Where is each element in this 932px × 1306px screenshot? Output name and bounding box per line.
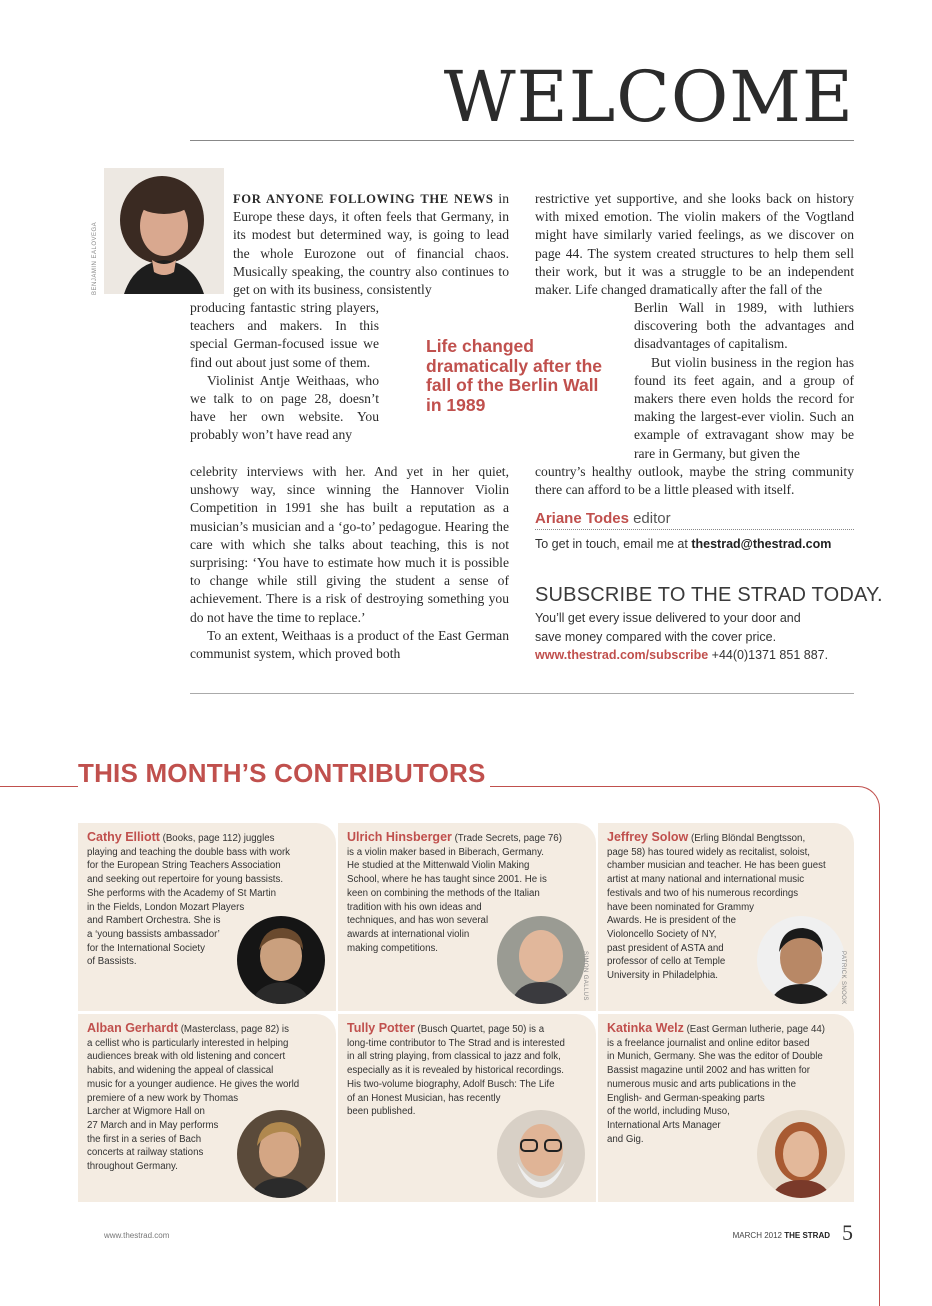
contact-line: To get in touch, email me at thestrad@thestrad.com [535,537,832,551]
lead-in: FOR ANYONE FOLLOWING THE NEWS [233,192,494,206]
contributor-card: Jeffrey Solow (Erling Blöndal Bengtsson, page 58) has toured widely as recitalist, soloist, chamber musician and teacher. He has been guest artist at many national and international music festivals and two of his numerous recordings have been nominated for Grammy Awards. He is president of the Violoncello Society of NY, past president of ASTA and professor of cello at Temple University in Philadelphia. PATRICK SNOOK [598,823,854,1011]
editorial-paragraph: producing fantastic string players, teachers and makers. In this special German-focused issue we find out about just some of them. [190,300,379,370]
page-number: 5 [842,1220,853,1245]
editorial-paragraph: FOR ANYONE FOLLOWING THE NEWS in Europe these days, it often feels that Germany, in its modest but determined way, is going to lead the whole Eurozone out of financial chaos. Musically speaking, the country also continues to get on with its business, consistently [233,191,509,298]
contact-email-link[interactable]: thestrad@thestrad.com [691,537,832,551]
editorial-paragraph: country’s healthy outlook, maybe the string community there can afford to be a little pleased with itself. [535,464,854,498]
subscribe-heading: SUBSCRIBE TO THE STRAD TODAY. [535,584,883,606]
photo-credit: PATRICK SNOOK [840,951,846,1005]
contributor-portrait [757,916,845,1004]
editorial-paragraph: Berlin Wall in 1989, with luthiers discovering both the advantages and disadvantages of capitalism. [634,300,854,352]
footer-issue: MARCH 2012 THE STRAD [732,1231,830,1240]
photo-credit: BENJAMIN EALOVEGA [92,221,98,295]
pull-quote: Life changed dramatically after the fall of the Berlin Wall in 1989 [426,336,603,415]
contributor-card: Cathy Elliott (Books, page 112) juggles playing and teaching the double bass with work for the European String Teachers Association and seeking out repertoire for young bassists. She performs with the Academy of St Martin in the Fields, London Mozart Players and Rambert Orchestra. She is a ‘young bassists ambassador’ for the International Society of Bassists. [78,823,336,1011]
editor-role: editor [633,510,671,527]
contributor-name: Katinka Welz [607,1021,684,1035]
contributor-card: Katinka Welz (East German lutherie, page 44) is a freelance journalist and online editor based in Munich, Germany. She was the editor of Double Bassist magazine until 2002 and has written for numerous music and arts publications in the English- and German-speaking parts of the world, including Muso, International Arts Manager and Gig. [598,1014,854,1202]
photo-credit: SIMON GALLUS [582,951,588,1001]
contributor-card: Alban Gerhardt (Masterclass, page 82) is a cellist who is particularly interested in helping audiences break with old listening and concert habits, and widening the appeal of classical music for a younger audience. He gives the world premiere of a new work by Thomas Larcher at Wigmore Hall on 27 March and in May performs the first in a series of Bach concerts at railway stations throughout Germany. [78,1014,336,1202]
contributor-name: Alban Gerhardt [87,1021,178,1035]
subscribe-text: You’ll get every issue delivered to your door and save money compared with the cover price. www.thestrad.com/subscribe +44(0)1371 851 887. [535,611,829,662]
editorial-paragraph: Violinist Antje Weithaas, who we talk to on page 28, doesn’t have her own website. You probably won’t have read any [190,372,379,443]
subscribe-phone: +44(0)1371 851 887 [708,648,825,662]
editorial-column-narrow [190,299,379,445]
editorial-paragraph: But violin business in the region has found its feet again, and a group of makers there even holds the record for making the largest-ever violin. Such an example of extravagant show may be rare in Germany, but given the [634,354,854,461]
contributor-portrait [497,1110,585,1198]
contributor-portrait [757,1110,845,1198]
editor-name: Ariane Todes [535,510,629,527]
subscribe-link[interactable]: www.thestrad.com/subscribe [535,648,709,662]
editor-portrait [104,168,224,294]
header-divider [190,140,854,141]
contributor-name: Ulrich Hinsberger [347,830,452,844]
contributor-portrait [237,1110,325,1198]
editorial-paragraph: restrictive yet supportive, and she looks back on history with mixed emotion. The violin makers of the Vogtland might have similarly varied feelings, as we discover on page 44. The system created structures to help them sell their work, but it was a struggle to be an independent maker. Life changed dramatically after the fall of the [535,191,854,298]
editor-signoff [535,510,854,530]
contributor-portrait [237,916,325,1004]
contributor-name: Jeffrey Solow [607,830,689,844]
contributor-card: Tully Potter (Busch Quartet, page 50) is a long-time contributor to The Strad and is interested in all string playing, from classical to jazz and folk, especially as it is revealed by historical recordings. His two-volume biography, Adolf Busch: The Life of an Honest Musician, has recently been published. [338,1014,596,1202]
contributor-card: Ulrich Hinsberger (Trade Secrets, page 76) is a violin maker based in Biberach, Germany. He studied at the Mittenwald Violin Making School, where he has taught since 2001. He is keen on combining the methods of the Italian tradition with his own ideas and techniques, and has won several awards at international violin making competitions. SIMON GALLUS [338,823,596,1011]
section-divider [190,693,854,694]
editorial-paragraph: To an extent, Weithaas is a product of the East German communist system, which proved both [190,627,509,662]
contributor-portrait [497,916,585,1004]
editorial-column [190,463,509,663]
contributors-title: THIS MONTH’S CONTRIBUTORS [78,758,490,789]
page-title: WELCOME [443,56,854,138]
editorial-paragraph: celebrity interviews with her. And yet in her quiet, unshowy way, since winning the Hannover Violin Competition in 1991 she has built a reputation as a musician’s musician and a ‘go-to’ pedagogue. Hearing the care with which she talks about teaching, this is not surprising: ‘You have to estimate how much it is possible to change while still giving the student a sense of achievement. There is a risk of destroying something you do not have the time to replace.’ [190,464,509,625]
contributor-name: Tully Potter [347,1021,415,1035]
footer-url: www.thestrad.com [104,1231,170,1240]
editorial-column-narrow [634,299,854,463]
contributor-name: Cathy Elliott [87,830,160,844]
